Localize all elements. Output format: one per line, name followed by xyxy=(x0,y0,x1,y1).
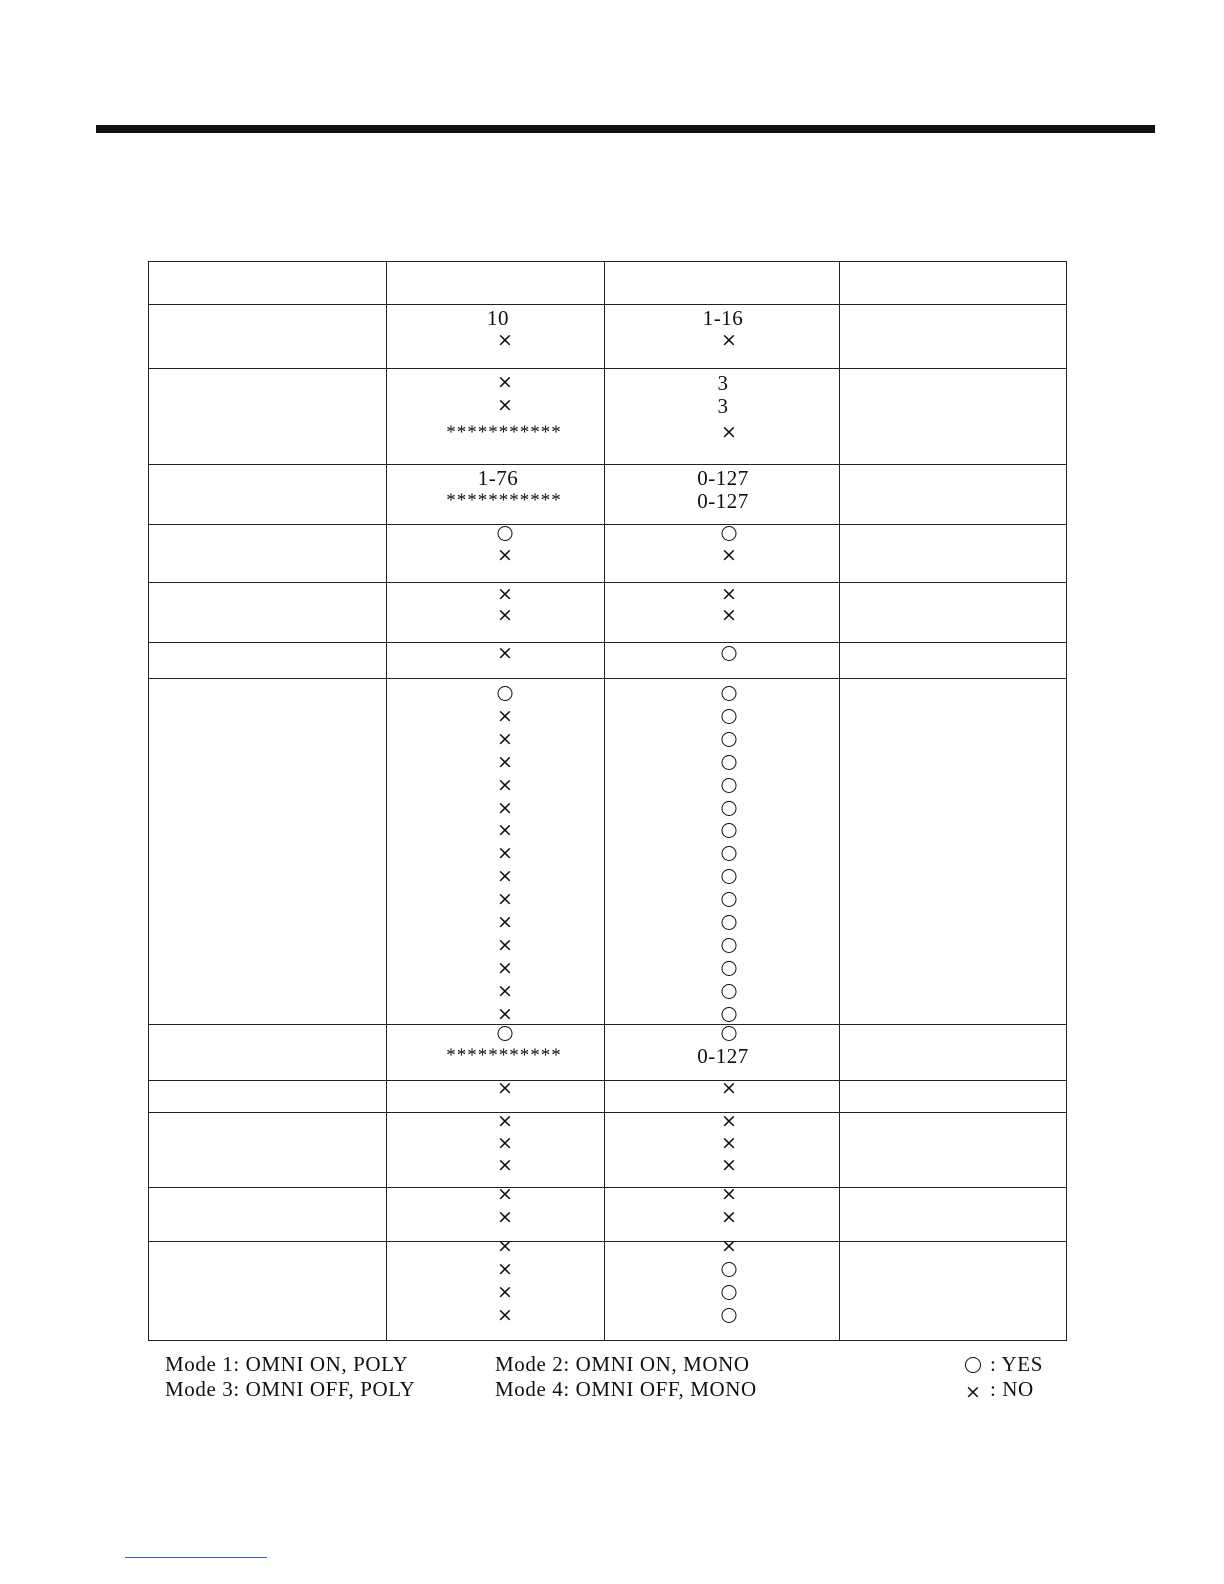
control-change-transmitted-no-cross-icon: × xyxy=(497,796,513,819)
mode4-label: Mode 4: OMNI OFF, MONO xyxy=(495,1377,757,1401)
transmitted-yes-circle-icon xyxy=(498,526,513,541)
transmitted-no-cross-icon: × xyxy=(497,1110,513,1132)
transmitted-yes-circle-icon xyxy=(498,1026,513,1041)
recognized-no-cross-icon: × xyxy=(721,1154,737,1176)
recognized-no-cross-icon: × xyxy=(721,1235,737,1257)
yes-circle-icon xyxy=(965,1357,981,1373)
recognized-yes-circle-icon xyxy=(722,1026,737,1041)
control-change-recognized-yes-circle-icon xyxy=(722,732,737,747)
control-change-transmitted-no-cross-icon: × xyxy=(497,819,513,842)
no-legend-label: : NO xyxy=(990,1377,1034,1401)
transmitted-no-cross-icon: × xyxy=(497,329,513,351)
recognized-yes-circle-icon xyxy=(722,646,737,661)
control-change-transmitted-no-cross-icon: × xyxy=(497,773,513,796)
recognized-yes-circle-icon xyxy=(722,1308,737,1323)
control-change-recognized-yes-circle-icon xyxy=(722,1007,737,1022)
recognized-value-text: 3 xyxy=(717,371,729,395)
transmitted-value-text: 10 xyxy=(487,306,509,330)
transmitted-value-text: *********** xyxy=(446,422,562,443)
mode2-label: Mode 2: OMNI ON, MONO xyxy=(495,1352,750,1376)
row-divider xyxy=(149,1187,1066,1188)
recognized-yes-circle-icon xyxy=(722,1262,737,1277)
recognized-no-cross-icon: × xyxy=(721,544,737,566)
transmitted-no-cross-icon: × xyxy=(497,1235,513,1257)
control-change-transmitted-no-cross-icon: × xyxy=(497,956,513,979)
control-change-transmitted-no-cross-icon: × xyxy=(497,704,513,727)
transmitted-no-cross-icon: × xyxy=(497,1183,513,1205)
transmitted-no-cross-icon: × xyxy=(497,1132,513,1154)
recognized-no-cross-icon: × xyxy=(721,1110,737,1132)
control-change-recognized-yes-circle-icon xyxy=(722,938,737,953)
control-change-recognized-yes-circle-icon xyxy=(722,778,737,793)
mode3-label: Mode 3: OMNI OFF, POLY xyxy=(165,1377,416,1401)
top-rule xyxy=(96,125,1155,133)
transmitted-value-text: 1-76 xyxy=(477,466,519,490)
transmitted-value-text: *********** xyxy=(446,1045,562,1066)
control-change-transmitted-no-cross-icon: × xyxy=(497,911,513,933)
row-divider xyxy=(149,1080,1066,1081)
row-divider xyxy=(149,304,1066,305)
row-divider xyxy=(149,1241,1066,1242)
row-divider xyxy=(149,1112,1066,1113)
transmitted-no-cross-icon: × xyxy=(497,544,513,566)
control-change-transmitted-no-cross-icon: × xyxy=(497,842,513,865)
control-change-transmitted-no-cross-icon: × xyxy=(497,1002,513,1025)
column-divider xyxy=(386,262,387,1340)
control-change-recognized-yes-circle-icon xyxy=(722,869,737,884)
row-divider xyxy=(149,464,1066,465)
control-change-transmitted-no-cross-icon: × xyxy=(497,979,513,1002)
recognized-value-text: 0-127 xyxy=(697,489,749,513)
transmitted-no-cross-icon: × xyxy=(497,371,513,393)
transmitted-no-cross-icon: × xyxy=(497,604,513,626)
control-change-recognized-yes-circle-icon xyxy=(722,686,737,701)
control-change-recognized-yes-circle-icon xyxy=(722,755,737,770)
transmitted-no-cross-icon: × xyxy=(497,1154,513,1176)
column-divider xyxy=(839,262,840,1340)
transmitted-no-cross-icon: × xyxy=(497,1258,513,1280)
mode1-label: Mode 1: OMNI ON, POLY xyxy=(165,1352,409,1376)
link-underline xyxy=(125,1557,267,1558)
control-change-recognized-yes-circle-icon xyxy=(722,961,737,976)
transmitted-no-cross-icon: × xyxy=(497,1304,513,1326)
midi-implementation-table xyxy=(148,261,1067,1341)
control-change-transmitted-no-cross-icon: × xyxy=(497,865,513,888)
recognized-no-cross-icon: × xyxy=(721,604,737,626)
recognized-no-cross-icon: × xyxy=(721,1132,737,1154)
row-divider xyxy=(149,642,1066,643)
control-change-transmitted-no-cross-icon: × xyxy=(497,888,513,911)
recognized-value-text: 0-127 xyxy=(697,466,749,490)
recognized-no-cross-icon: × xyxy=(721,1183,737,1205)
control-change-transmitted-no-cross-icon: × xyxy=(497,727,513,750)
recognized-no-cross-icon: × xyxy=(721,1077,737,1099)
transmitted-no-cross-icon: × xyxy=(497,1206,513,1228)
recognized-yes-circle-icon xyxy=(722,526,737,541)
recognized-no-cross-icon: × xyxy=(721,1206,737,1228)
control-change-recognized-yes-circle-icon xyxy=(722,823,737,838)
control-change-recognized-yes-circle-icon xyxy=(722,846,737,861)
transmitted-no-cross-icon: × xyxy=(497,394,513,416)
transmitted-no-cross-icon: × xyxy=(497,1281,513,1303)
transmitted-value-text: *********** xyxy=(446,490,562,511)
control-change-transmitted-no-cross-icon: × xyxy=(497,933,513,956)
transmitted-no-cross-icon: × xyxy=(497,583,513,605)
recognized-no-cross-icon: × xyxy=(721,583,737,605)
row-divider xyxy=(149,582,1066,583)
yes-legend-label: : YES xyxy=(990,1352,1043,1376)
recognized-value-text: 0-127 xyxy=(697,1044,749,1068)
no-cross-icon: × xyxy=(965,1381,981,1403)
recognized-no-cross-icon: × xyxy=(721,421,737,443)
transmitted-no-cross-icon: × xyxy=(497,642,513,664)
control-change-recognized-yes-circle-icon xyxy=(722,984,737,999)
row-divider xyxy=(149,524,1066,525)
recognized-yes-circle-icon xyxy=(722,1285,737,1300)
row-divider xyxy=(149,678,1066,679)
control-change-recognized-yes-circle-icon xyxy=(722,892,737,907)
control-change-recognized-yes-circle-icon xyxy=(722,915,737,930)
recognized-no-cross-icon: × xyxy=(721,329,737,351)
row-divider xyxy=(149,368,1066,369)
recognized-value-text: 1-16 xyxy=(702,306,744,330)
column-divider xyxy=(604,262,605,1340)
transmitted-no-cross-icon: × xyxy=(497,1077,513,1099)
recognized-value-text: 3 xyxy=(717,394,729,418)
control-change-transmitted-yes-circle-icon xyxy=(498,686,513,701)
row-divider xyxy=(149,1024,1066,1025)
control-change-recognized-yes-circle-icon xyxy=(722,709,737,724)
control-change-recognized-yes-circle-icon xyxy=(722,801,737,816)
control-change-transmitted-no-cross-icon: × xyxy=(497,750,513,773)
